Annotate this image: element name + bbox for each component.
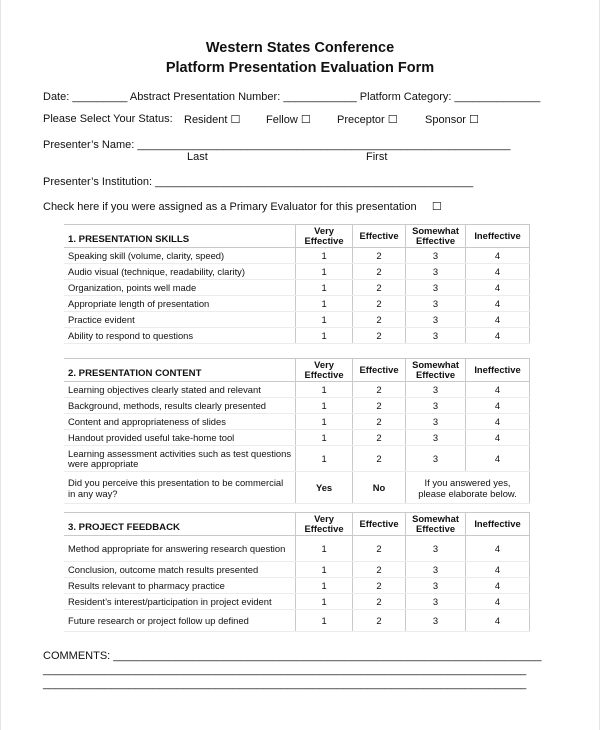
criterion-label: Method appropriate for answering research question: [64, 536, 296, 562]
criterion-label: Ability to respond to questions: [64, 328, 296, 344]
rating-2[interactable]: 2: [353, 248, 406, 264]
rating-3[interactable]: 3: [406, 414, 466, 430]
table-row: [64, 446, 530, 472]
primary-evaluator-checkbox[interactable]: Check here if you were assigned as a Primary Evaluator for this presentation ☐: [43, 201, 442, 213]
criterion-label: Learning objectives clearly stated and relevant: [64, 382, 296, 398]
rating-2[interactable]: 2: [353, 264, 406, 280]
col-very-effective: Very Effective: [296, 513, 353, 536]
rating-3[interactable]: 3: [406, 280, 466, 296]
rating-4[interactable]: 4: [466, 578, 530, 594]
status-fellow-checkbox[interactable]: Fellow ☐: [266, 114, 311, 126]
name-first-label: First: [366, 151, 388, 163]
status-prefix: Please Select Your Status:: [43, 113, 173, 125]
table-row: [64, 414, 530, 430]
table-row: [64, 536, 530, 562]
status-preceptor-checkbox[interactable]: Preceptor ☐: [337, 114, 398, 126]
rating-3[interactable]: 3: [406, 446, 466, 472]
col-effective: Effective: [353, 513, 406, 536]
table-row: [64, 328, 530, 344]
criterion-label: Content and appropriateness of slides: [64, 414, 296, 430]
rating-2[interactable]: 2: [353, 562, 406, 578]
col-somewhat-effective: Somewhat Effective: [406, 359, 466, 382]
rating-1[interactable]: 1: [296, 312, 353, 328]
table-row: [64, 610, 530, 632]
name-last-label: Last: [187, 151, 208, 163]
criterion-label: Appropriate length of presentation: [64, 296, 296, 312]
rating-2[interactable]: 2: [353, 296, 406, 312]
rating-1[interactable]: 1: [296, 248, 353, 264]
rating-3[interactable]: 3: [406, 430, 466, 446]
rating-3[interactable]: 3: [406, 296, 466, 312]
elaborate-note: If you answered yes, please elaborate below.: [406, 472, 530, 504]
comments-line[interactable]: _______________________________________________________________________________: [43, 664, 527, 676]
table-row: [64, 280, 530, 296]
rating-3[interactable]: 3: [406, 594, 466, 610]
table-row: [64, 562, 530, 578]
table-row: [64, 578, 530, 594]
presenter-institution-field[interactable]: Presenter’s Institution: ____________________________________________________: [43, 176, 474, 188]
status-resident-checkbox[interactable]: Resident ☐: [184, 114, 241, 126]
criterion-label: Speaking skill (volume, clarity, speed): [64, 248, 296, 264]
rating-4[interactable]: 4: [466, 562, 530, 578]
rating-3[interactable]: 3: [406, 536, 466, 562]
table-row: [64, 248, 530, 264]
rating-4[interactable]: 4: [466, 594, 530, 610]
rating-1[interactable]: 1: [296, 578, 353, 594]
table-row: [64, 430, 530, 446]
table-row: [64, 398, 530, 414]
criterion-label: Future research or project follow up defined: [64, 610, 296, 632]
evaluation-table: [64, 224, 530, 632]
rating-4[interactable]: 4: [466, 398, 530, 414]
rating-4[interactable]: 4: [466, 536, 530, 562]
rating-1[interactable]: 1: [296, 610, 353, 632]
col-ineffective: Ineffective: [466, 225, 530, 248]
col-ineffective: Ineffective: [466, 359, 530, 382]
rating-4[interactable]: 4: [466, 610, 530, 632]
criterion-label: Practice evident: [64, 312, 296, 328]
rating-1[interactable]: 1: [296, 296, 353, 312]
rating-4[interactable]: 4: [466, 264, 530, 280]
col-somewhat-effective: Somewhat Effective: [406, 513, 466, 536]
spacer-row: [64, 344, 530, 359]
rating-2[interactable]: 2: [353, 414, 406, 430]
criterion-label: Audio visual (technique, readability, clarity): [64, 264, 296, 280]
answer-yes[interactable]: Yes: [296, 472, 353, 504]
criterion-label: Organization, points well made: [64, 280, 296, 296]
table-row: [64, 382, 530, 398]
rating-2[interactable]: 2: [353, 312, 406, 328]
commercial-question-row: [64, 472, 530, 504]
form-title-line1: Western States Conference: [205, 40, 395, 56]
rating-3[interactable]: 3: [406, 578, 466, 594]
rating-1[interactable]: 1: [296, 562, 353, 578]
criterion-label: Learning assessment activities such as test questions were appropriate: [64, 446, 296, 472]
rating-4[interactable]: 4: [466, 248, 530, 264]
section-header: [64, 513, 530, 536]
col-effective: Effective: [353, 359, 406, 382]
table-row: [64, 312, 530, 328]
rating-3[interactable]: 3: [406, 312, 466, 328]
rating-4[interactable]: 4: [466, 296, 530, 312]
col-very-effective: Very Effective: [296, 359, 353, 382]
rating-3[interactable]: 3: [406, 328, 466, 344]
rating-4[interactable]: 4: [466, 328, 530, 344]
rating-3[interactable]: 3: [406, 398, 466, 414]
criterion-label: Results relevant to pharmacy practice: [64, 578, 296, 594]
rating-2[interactable]: 2: [353, 536, 406, 562]
rating-2[interactable]: 2: [353, 430, 406, 446]
rating-2[interactable]: 2: [353, 328, 406, 344]
rating-3[interactable]: 3: [406, 610, 466, 632]
comments-line[interactable]: _______________________________________________________________________________: [43, 678, 527, 690]
rating-2[interactable]: 2: [353, 280, 406, 296]
rating-2[interactable]: 2: [353, 610, 406, 632]
section-title: 1. PRESENTATION SKILLS: [64, 225, 296, 248]
rating-3[interactable]: 3: [406, 382, 466, 398]
rating-4[interactable]: 4: [466, 414, 530, 430]
section-header: [64, 359, 530, 382]
rating-1[interactable]: 1: [296, 430, 353, 446]
table-row: [64, 594, 530, 610]
rating-1[interactable]: 1: [296, 382, 353, 398]
rating-3[interactable]: 3: [406, 248, 466, 264]
spacer-row: [64, 504, 530, 513]
criterion-label: Handout provided useful take-home tool: [64, 430, 296, 446]
rating-1[interactable]: 1: [296, 446, 353, 472]
rating-1[interactable]: 1: [296, 398, 353, 414]
col-ineffective: Ineffective: [466, 513, 530, 536]
status-sponsor-checkbox[interactable]: Sponsor ☐: [425, 114, 479, 126]
form-title-line2: Platform Presentation Evaluation Form: [165, 60, 435, 76]
rating-4[interactable]: 4: [466, 280, 530, 296]
criterion-label: Conclusion, outcome match results presented: [64, 562, 296, 578]
rating-4[interactable]: 4: [466, 446, 530, 472]
section-title: 3. PROJECT FEEDBACK: [64, 513, 296, 536]
rating-1[interactable]: 1: [296, 536, 353, 562]
rating-2[interactable]: 2: [353, 398, 406, 414]
date-abstract-category-line[interactable]: Date: _________ Abstract Presentation Number: ____________ Platform Category: ______________: [43, 91, 541, 103]
section-header: [64, 225, 530, 248]
comments-field[interactable]: COMMENTS: ______________________________________________________________________: [43, 650, 542, 662]
rating-1[interactable]: 1: [296, 414, 353, 430]
commercial-question: Did you perceive this presentation to be commercial in any way?: [64, 472, 296, 504]
section-title: 2. PRESENTATION CONTENT: [64, 359, 296, 382]
rating-1[interactable]: 1: [296, 280, 353, 296]
rating-2[interactable]: 2: [353, 382, 406, 398]
rating-2[interactable]: 2: [353, 594, 406, 610]
rating-1[interactable]: 1: [296, 328, 353, 344]
answer-no[interactable]: No: [353, 472, 406, 504]
presenter-name-field[interactable]: Presenter’s Name: _____________________________________________________________: [43, 139, 511, 151]
table-row: [64, 264, 530, 280]
criterion-label: Resident’s interest/participation in project evident: [64, 594, 296, 610]
col-somewhat-effective: Somewhat Effective: [406, 225, 466, 248]
col-effective: Effective: [353, 225, 406, 248]
rating-1[interactable]: 1: [296, 264, 353, 280]
table-row: [64, 296, 530, 312]
rating-2[interactable]: 2: [353, 578, 406, 594]
criterion-label: Background, methods, results clearly presented: [64, 398, 296, 414]
rating-4[interactable]: 4: [466, 430, 530, 446]
rating-1[interactable]: 1: [296, 594, 353, 610]
rating-3[interactable]: 3: [406, 562, 466, 578]
rating-4[interactable]: 4: [466, 312, 530, 328]
rating-4[interactable]: 4: [466, 382, 530, 398]
rating-3[interactable]: 3: [406, 264, 466, 280]
col-very-effective: Very Effective: [296, 225, 353, 248]
rating-2[interactable]: 2: [353, 446, 406, 472]
